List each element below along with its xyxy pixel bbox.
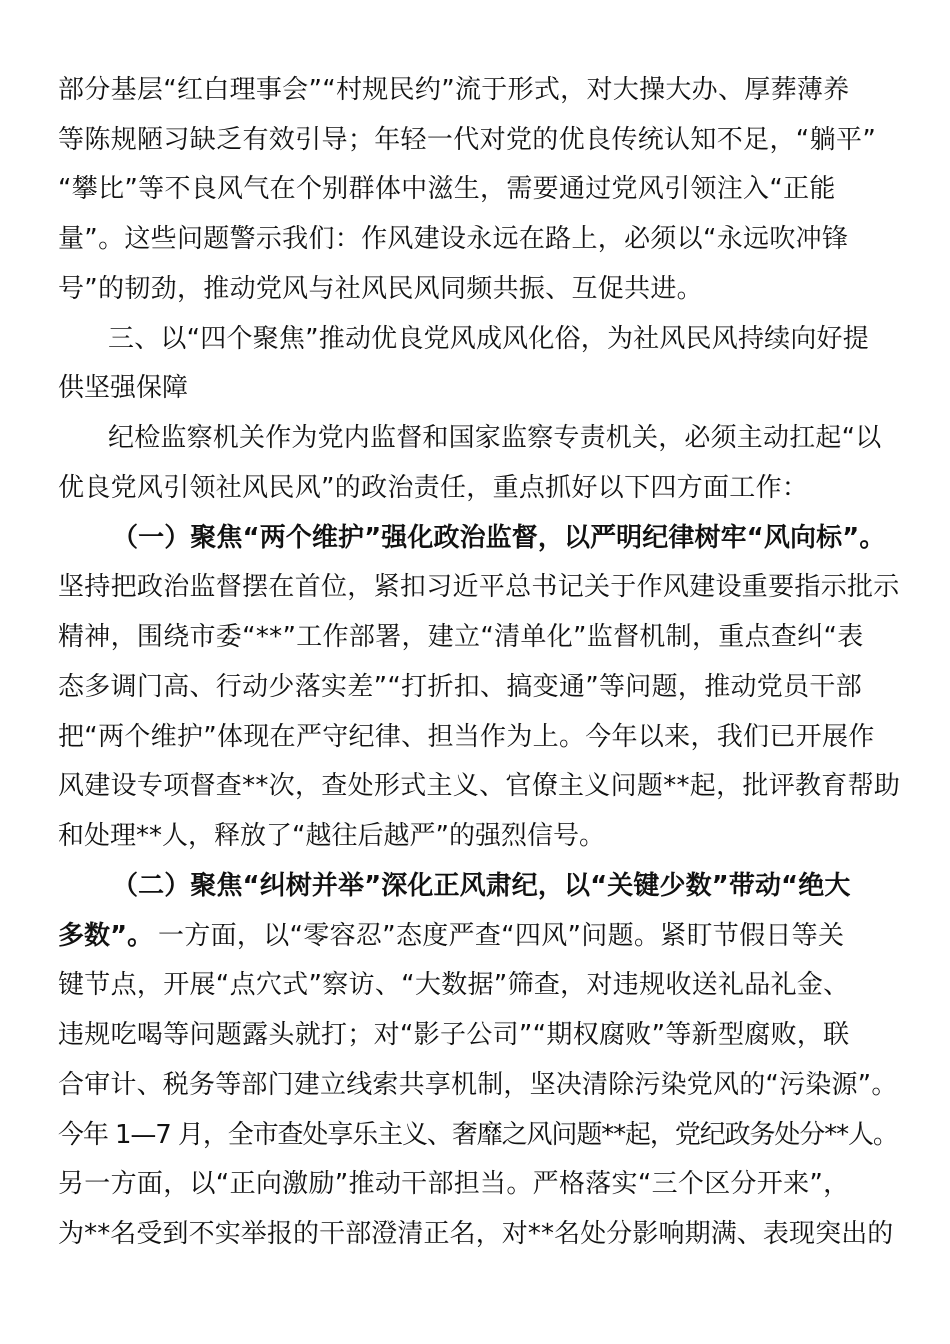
body-line-14: 把“两个维护”体现在严守纪律、担当作为上。今年以来，我们已开展作 xyxy=(58,722,875,752)
body-line-16: 和处理**人，释放了“越往后越严”的强烈信号。 xyxy=(58,821,605,851)
body-line-22: 合审计、税务等部门建立线索共享机制，坚决清除污染党风的“污染源”。 xyxy=(58,1070,898,1100)
section-heading-line-2: 供坚强保障 xyxy=(58,373,189,403)
body-line-5: 号”的韧劲，推动党风与社风民风同频共振、互促共进。 xyxy=(58,274,703,304)
body-line-21: 违规吃喝等问题露头就打；对“影子公司”“期权腐败”等新型腐败，联 xyxy=(58,1020,850,1050)
body-line-23: 今年 1—7 月，全市查处享乐主义、奢靡之风问题**起，党纪政务处分**人。 xyxy=(58,1120,898,1150)
body-line-19: 一方面，以“零容忍”态度严查“四风”问题。紧盯节假日等关 xyxy=(158,921,845,951)
subheading-two-line-2: 多数”。 xyxy=(58,921,154,951)
body-line-25: 为**名受到不实举报的干部澄清正名，对**名处分影响期满、表现突出的 xyxy=(58,1219,894,1249)
body-line-8: 纪检监察机关作为党内监督和国家监察专责机关，必须主动扛起“以 xyxy=(108,423,882,453)
section-heading-line-1: 三、以“四个聚焦”推动优良党风成风化俗，为社风民风持续向好提 xyxy=(108,324,869,354)
body-line-1: 部分基层“红白理事会”“村规民约”流于形式，对大操大办、厚葬薄养 xyxy=(58,75,850,105)
body-line-15: 风建设专项督查**次，查处形式主义、官僚主义问题**起，批评教育帮助 xyxy=(58,771,901,801)
body-line-13: 态多调门高、行动少落实差”“打折扣、搞变通”等问题，推动党员干部 xyxy=(58,672,863,702)
subheading-two-line-1: （二）聚焦“纠树并举”深化正风肃纪，以“关键少数”带动“绝大 xyxy=(112,871,851,901)
subheading-one: （一）聚焦“两个维护”强化政治监督，以严明纪律树牢“风向标”。 xyxy=(112,523,886,553)
body-line-9: 优良党风引领社风民风”的政治责任，重点抓好以下四方面工作： xyxy=(58,473,809,503)
body-line-12: 精神，围绕市委“**”工作部署，建立“清单化”监督机制，重点查纠“表 xyxy=(58,622,864,652)
body-line-2: 等陈规陋习缺乏有效引导；年轻一代对党的优良传统认知不足，“躺平” xyxy=(58,125,877,155)
body-line-24: 另一方面，以“正向激励”推动干部担当。严格落实“三个区分开来”， xyxy=(58,1169,850,1199)
body-line-20: 键节点，开展“点穴式”察访、“大数据”筛查，对违规收送礼品礼金、 xyxy=(58,970,850,1000)
body-line-3: “攀比”等不良风气在个别群体中滋生，需要通过党风引领注入“正能 xyxy=(58,174,836,204)
body-line-4: 量”。这些问题警示我们：作风建设永远在路上，必须以“永远吹冲锋 xyxy=(58,224,849,254)
body-line-11: 坚持把政治监督摆在首位，紧扣习近平总书记关于作风建设重要指示批示 xyxy=(58,572,900,602)
